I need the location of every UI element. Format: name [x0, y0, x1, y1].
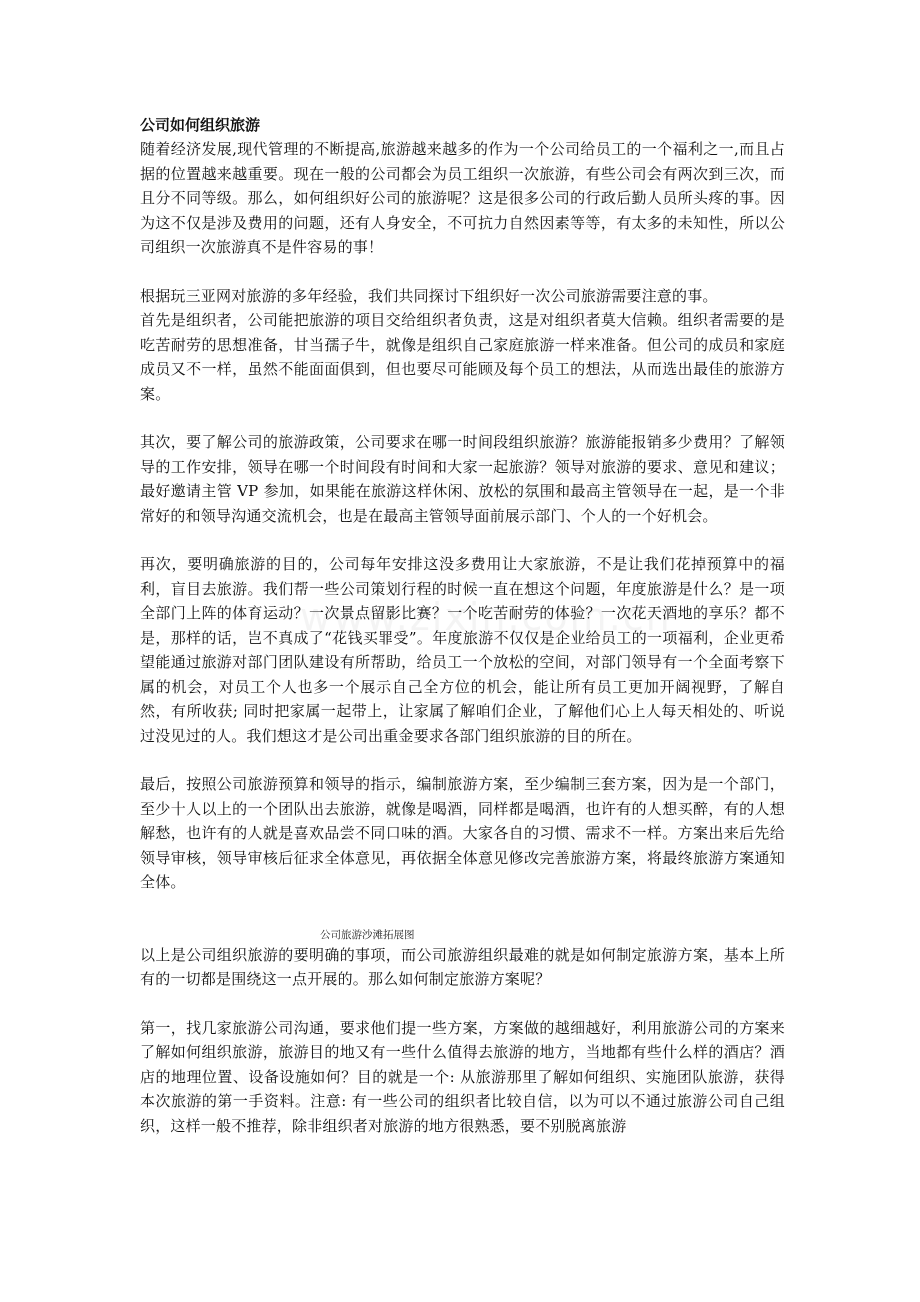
paragraph-gap	[140, 406, 785, 430]
image-caption: 公司旅游沙滩拓展图	[320, 928, 415, 941]
paragraph-gap	[140, 528, 785, 552]
paragraph-summary: 以上是公司组织旅游的要明确的事项，而公司旅游组织最难的就是如何制定旅游方案，基本上所有的一切都是围绕这一点开展的。那么如何制定旅游方案呢？	[140, 945, 785, 988]
paragraph-plan: 最后，按照公司旅游预算和领导的指示，编制旅游方案，至少编制三套方案，因为是一个部门，至少十人以上的一个团队出去旅游，就像是喝酒，同样都是喝酒，也许有的人想买醉，有的人想解愁，也许有的人就是喜欢品尝不同口味的酒。大家各自的习惯、需求不一样。方案出来后先给领导审核，领导审核后征求全体意见，再依据全体意见修改完善旅游方案，将最终旅游方案通知全体。	[140, 775, 785, 891]
paragraph-first-step: 第一，找几家旅游公司沟通，要求他们提一些方案，方案做的越细越好，利用旅游公司的方案来了解如何组织旅游，旅游目的地又有一些什么值得去旅游的地方，当地都有些什么样的酒店？酒店的地理位置、设备设施如何？目的就是一个: 从旅游那里了解如何组织、实施团队旅游，获得本次旅游的第一手资料。注意: 有一些公司的组织者比较自信，以为可以不通过旅游公司自己组织，这样一般不推荐，除非组织者对旅游的地方很熟悉，要不别脱离旅游	[140, 1018, 785, 1135]
paragraph-organizer: 首先是组织者，公司能把旅游的项目交给组织者负责，这是对组织者莫大信赖。组织者需要的是吃苦耐劳的思想准备，甘当孺子牛，就像是组织自己家庭旅游一样来准备。但公司的成员和家庭成员又不一样，虽然不能面面俱到，但也要尽可能顾及每个员工的想法，从而选出最佳的旅游方案。	[140, 311, 785, 403]
paragraph-gap	[140, 992, 785, 1016]
paragraph-purpose: 再次，要明确旅游的目的，公司每年安排这没多费用让大家旅游，不是让我们花掉预算中的福利，盲目去旅游。我们帮一些公司策划行程的时候一直在想这个问题，年度旅游是什么？是一项全部门上阵的体育运动？一次景点留影比赛？一个吃苦耐劳的体验？一次花天酒地的享乐？都不是，那样的话，岂不真成了“花钱买罪受”。年度旅游不仅仅是企业给员工的一项福利，企业更希望能通过旅游对部门团队建设有所帮助，给员工一个放松的空间，对部门领导有一个全面考察下属的机会，对员工个人也多一个展示自己全方位的机会，能让所有员工更加开阔视野，了解自然，有所收获; 同时把家属一起带上，让家属了解咱们企业，了解他们心上人每天相处的、听说过没见过的人。我们想这才是公司出重金要求各部门组织旅游的目的所在。	[140, 555, 785, 745]
paragraph-gap	[140, 748, 785, 772]
paragraph-experience: 根据玩三亚网对旅游的多年经验，我们共同探讨下组织好一次公司旅游需要注意的事。	[140, 286, 718, 305]
paragraph-gap	[140, 260, 785, 284]
document-title: 公司如何组织旅游	[140, 116, 261, 134]
paragraph-intro: 随着经济发展,现代管理的不断提高,旅游越来越多的作为一个公司给员工的一个福利之一,而且占据的位置越来越重要。现在一般的公司都会为员工组织一次旅游，有些公司会有两次到三次，而且分不同等级。那么，如何组织好公司的旅游呢？这是很多公司的行政后勤人员所头疼的事。因为这不仅是涉及费用的问题，还有人身安全，不可抗力自然因素等等，有太多的未知性，所以公司组织一次旅游真不是件容易的事！	[140, 140, 785, 256]
document-body	[140, 113, 785, 1138]
paragraph-gap	[140, 895, 785, 911]
paragraph-gap	[140, 911, 785, 927]
paragraph-policy: 其次，要了解公司的旅游政策，公司要求在哪一时间段组织旅游？旅游能报销多少费用？了解领导的工作安排，领导在哪一个时间段有时间和大家一起旅游？领导对旅游的要求、意见和建议；最好邀请主管 VP 参加，如果能在旅游这样休闲、放松的氛围和最高主管领导在一起，是一个非常好的和领导沟通交流机会，也是在最高主管领导面前展示部门、个人的一个好机会。	[140, 433, 785, 525]
